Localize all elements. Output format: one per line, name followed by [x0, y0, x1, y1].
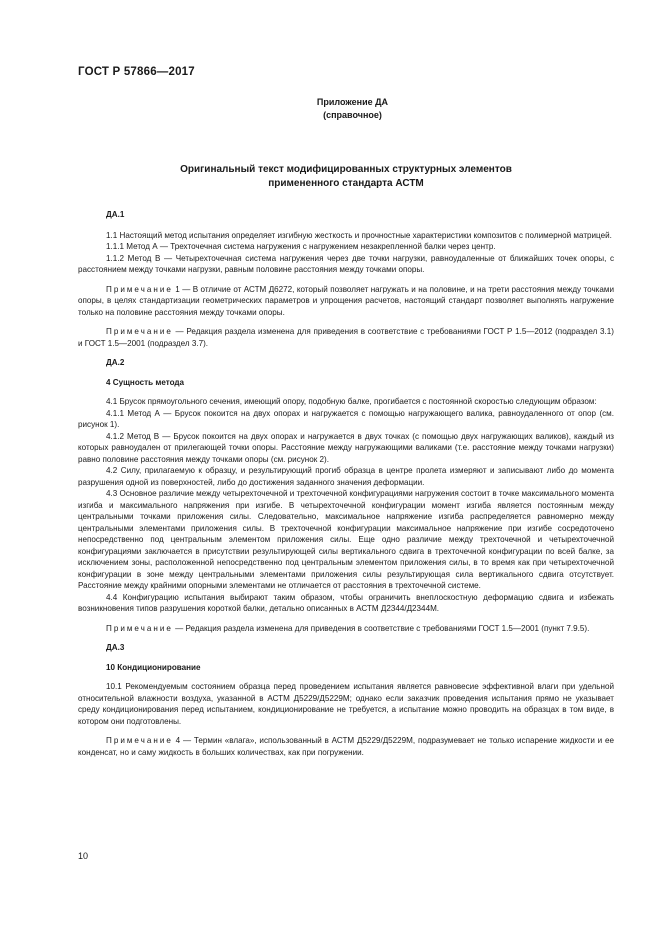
document-body	[78, 209, 614, 758]
section-label-da3: ДА.3	[106, 643, 125, 652]
note-label: Примечание	[106, 623, 173, 633]
paragraph: 1.1.2 Метод В — Четырехточечная система нагружения через две точки нагрузки, равноудаленные от ближайших точек опоры, с расстоянием между точками нагрузки, равным половине расстояния между точками опоры.	[78, 253, 614, 274]
paragraph: 4.1 Брусок прямоугольного сечения, имеющий опору, подобную балке, прогибается с постоянной скоростью следующим образом:	[106, 397, 597, 406]
document-title-line-1: Оригинальный текст модифицированных структурных элементов	[180, 164, 512, 175]
paragraph: 1.1.1 Метод А — Трехточечная система нагружения с нагружением незакрепленной балки через центр.	[106, 242, 496, 251]
note-label: Примечание	[106, 284, 173, 294]
note-text: — Редакция раздела изменена для приведения в соответствие с требованиями ГОСТ Р 1.5—2012 (подраздел 3.1) и ГОСТ 1.5—2001 (подраздел 3.7).	[78, 327, 614, 348]
paragraph: 4.4 Конфигурацию испытания выбирают таким образом, чтобы ограничить внеплоскостную деформацию сдвига и избежать возникновения типов разрушения короткой балки, детально описанных в АСТМ Д2344/Д2344М.	[78, 592, 614, 613]
appendix-subtitle: (справочное)	[323, 110, 382, 120]
note-text: — Редакция раздела изменена для приведения в соответствие с требованиями ГОСТ 1.5—2001 (пункт 7.9.5).	[172, 623, 590, 633]
paragraph: 10.1 Рекомендуемым состоянием образца перед проведением испытания является равновесие эффективной влаги при удельной относительной влажности воздуха, указанной в АСТМ Д5229/Д5229М; однако если заказчик проведения испытания прямо не указывает среду кондиционирования перед испытанием, кондиционирование не требуется, а испытание можно проводить на образцах в том виде, в котором они подготовлены.	[78, 682, 614, 726]
section-heading: 4 Сущность метода	[106, 377, 185, 387]
appendix-title: Приложение ДА	[316, 97, 389, 107]
paragraph: 4.1.1 Метод А — Брусок покоится на двух опорах и нагружается с помощью нагружающего валика, равноудаленного от опор (см. рисунок 1).	[78, 408, 614, 429]
note-text: 4 — Термин «влага», использованный в АСТМ Д5229/Д5229М, подразумевает не только испарение жидкости и ее конденсат, но и саму жидкость в больших количествах, как при погружении.	[78, 736, 614, 757]
note	[78, 623, 614, 635]
page-number: 10	[78, 851, 89, 861]
paragraph: 1.1 Настоящий метод испытания определяет изгибную жесткость и прочностные характеристики композитов с полимерной матрицей.	[106, 230, 612, 240]
note	[78, 284, 614, 319]
section-heading: 10 Кондиционирование	[106, 662, 201, 672]
note-label: Примечание	[106, 736, 173, 745]
standard-code-header: ГОСТ Р 57866—2017	[78, 66, 195, 78]
note	[78, 326, 614, 349]
document-title	[78, 163, 614, 191]
section-label-da2: ДА.2	[106, 358, 125, 367]
note-text: 1 — В отличие от АСТМ Д6272, который позволяет нагружать и на половине, и на трети расстояния между точками опоры, в целях стандартизации геометрических параметров и упрощения расчетов, настоящий стандарт позволяет выполнять нагружение только на половине расстояния между точками опоры.	[78, 284, 614, 317]
document-title-line-2: примененного стандарта АСТМ	[268, 178, 424, 189]
note-label: Примечание	[106, 327, 173, 336]
note	[78, 735, 614, 758]
paragraph: 4.3 Основное различие между четырехточечной и трехточечной конфигурациями нагружения состоит в точке максимального момента изгиба и максимального напряжения при изгибе. В четырехточечной конфигурации момент изгиба является постоянным между центральными точками приложения силы. Следовательно, максимальное напряжение изгиба распределяется равномерно между центральными элементами приложения силы. В трехточечной конфигурации максимальное напряжение при изгибе сосредоточено непосредственно под центральным элементом приложения силы. Еще одно различие между трехточечной и четырехточечной конфигурациями заключается в присутствии результирующей силы вертикального сдвига в трехточечной конфигурации по всей балке, за исключением зоны, расположенной непосредственно под центральным элементом приложения силы, в то время как при четырехточечной конфигурации в зоне между центральными элементами приложения силы результирующая сила вертикального сдвига отсутствует. Расстояние между крайними опорными элементами не отличается от расстояния в трехточечной системе.	[78, 489, 614, 590]
paragraph: 4.1.2 Метод В — Брусок покоится на двух опорах и нагружается в двух точках (с помощью двух нагружающих валиков), каждый из которых равноудален от прилегающей точки опоры. Расстояние между нагружающими валиками (т.е. расстояние между точками нагрузки) равно половине расстояния между точками опоры (см. рисунок 2).	[78, 431, 614, 464]
appendix-heading	[0, 96, 661, 122]
section-label-da1: ДА.1	[106, 210, 125, 219]
paragraph: 4.2 Силу, прилагаемую к образцу, и результирующий прогиб образца в центре пролета измеряют и записывают либо до момента разрушения одной из поверхностей, либо до достижения заданного значения деформации.	[78, 466, 614, 487]
